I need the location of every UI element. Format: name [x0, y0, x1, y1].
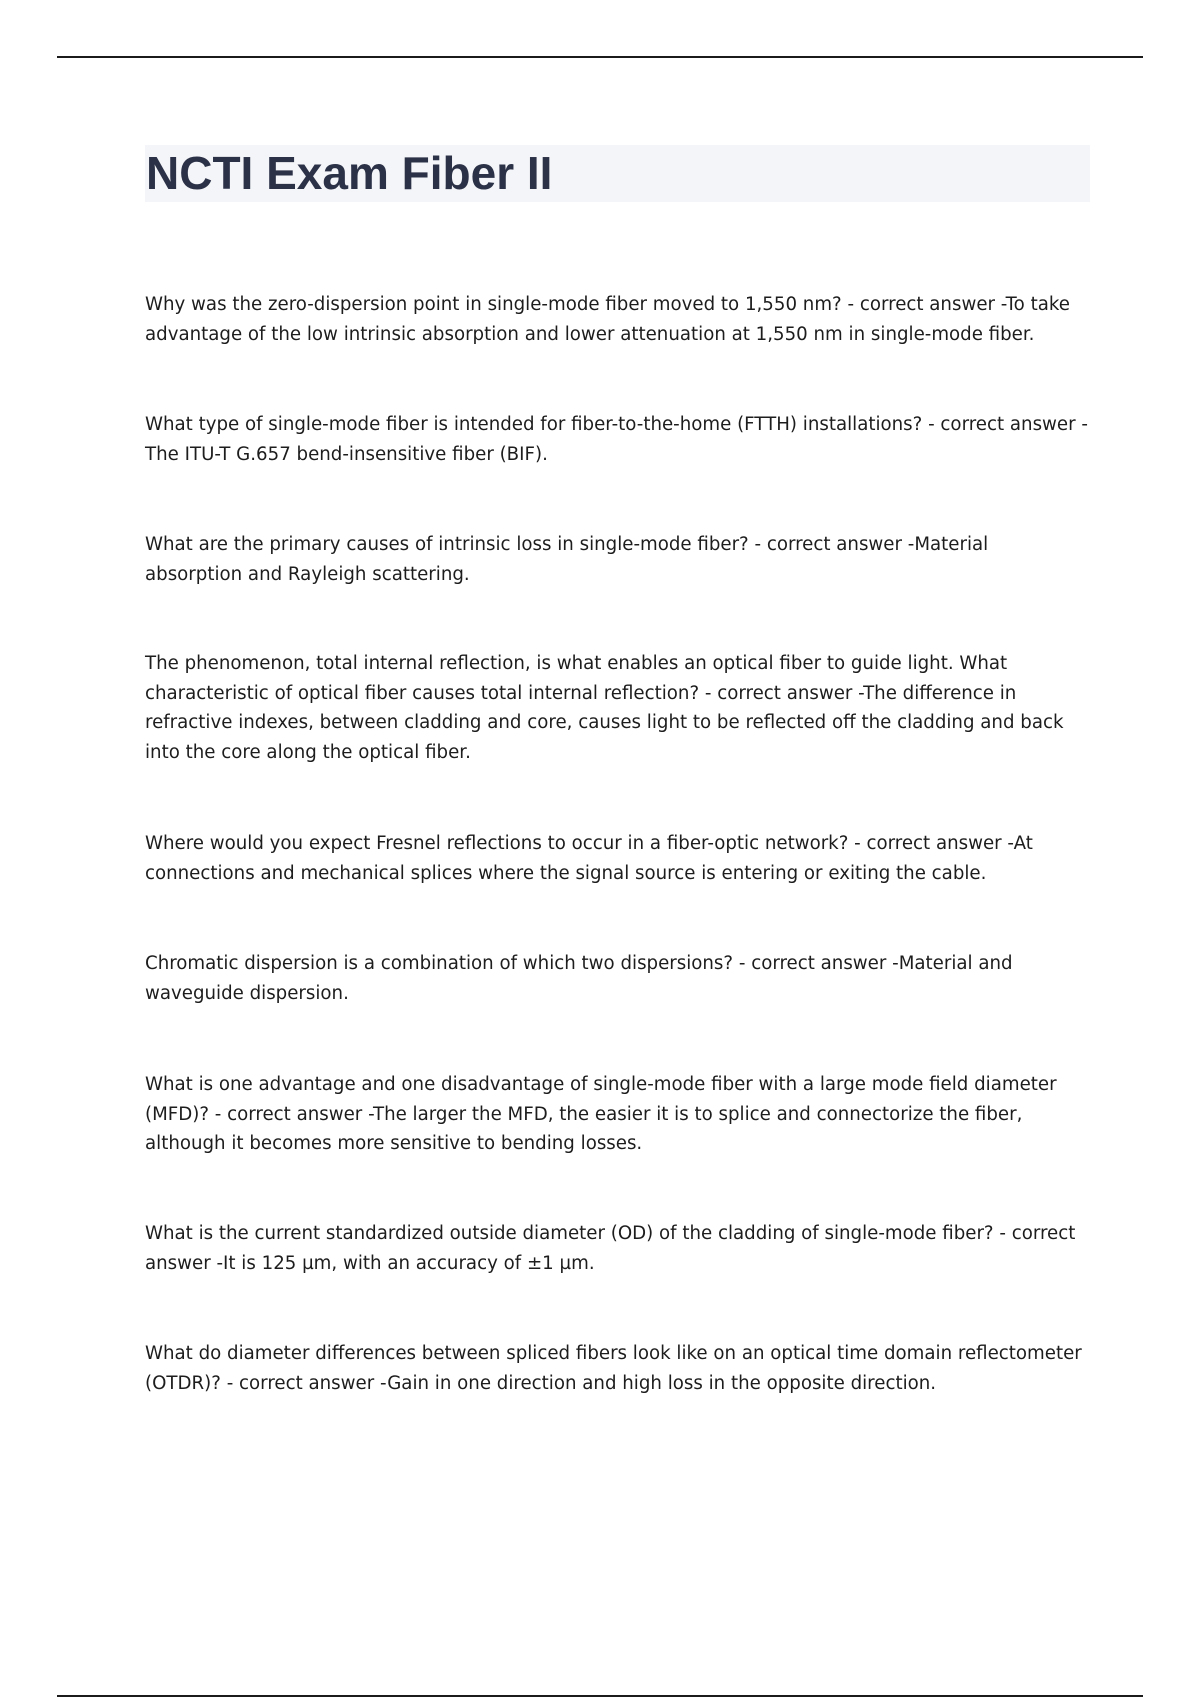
footer-rule — [57, 1695, 1143, 1697]
qa-item: Why was the zero-dispersion point in single-mode fiber moved to 1,550 nm? - correct answer -To take advantage of the low intrinsic absorption and lower attenuation at 1,550 nm in single-mode fiber. — [145, 294, 1070, 345]
qa-item: What is the current standardized outside diameter (OD) of the cladding of single-mode fiber? - correct answer -It is 125 µm, with an accuracy of ±1 µm. — [145, 1223, 1076, 1274]
qa-item: Chromatic dispersion is a combination of which two dispersions? - correct answer -Material and waveguide dispersion. — [145, 953, 1013, 1004]
qa-item: What is one advantage and one disadvantage of single-mode fiber with a large mode field diameter (MFD)? - correct answer -The larger the MFD, the easier it is to splice and connectorize the fiber, although it becomes more sensitive to bending losses. — [145, 1074, 1057, 1154]
qa-item: What do diameter differences between spliced fibers look like on an optical time domain reflectometer (OTDR)? - correct answer -Gain in one direction and high loss in the opposite direction. — [145, 1343, 1082, 1394]
qa-item: What type of single-mode fiber is intended for fiber-to-the-home (FTTH) installations? - correct answer - The ITU-T G.657 bend-insensitive fiber (BIF). — [145, 414, 1088, 465]
qa-item: Where would you expect Fresnel reflections to occur in a fiber-optic network? - correct answer -At connections and mechanical splices where the signal source is entering or exiting the cable. — [145, 833, 1033, 884]
qa-item: The phenomenon, total internal reflection, is what enables an optical fiber to guide light. What characteristic of optical fiber causes total internal reflection? - correct answer -The difference in refractive indexes, between cladding and core, causes light to be reflected off the cladding and back into the core along the optical fiber. — [145, 653, 1064, 763]
qa-item: What are the primary causes of intrinsic loss in single-mode fiber? - correct answer -Material absorption and Rayleigh scattering. — [145, 534, 989, 585]
header-rule — [57, 56, 1143, 58]
page-title: NCTI Exam Fiber II — [146, 147, 553, 199]
